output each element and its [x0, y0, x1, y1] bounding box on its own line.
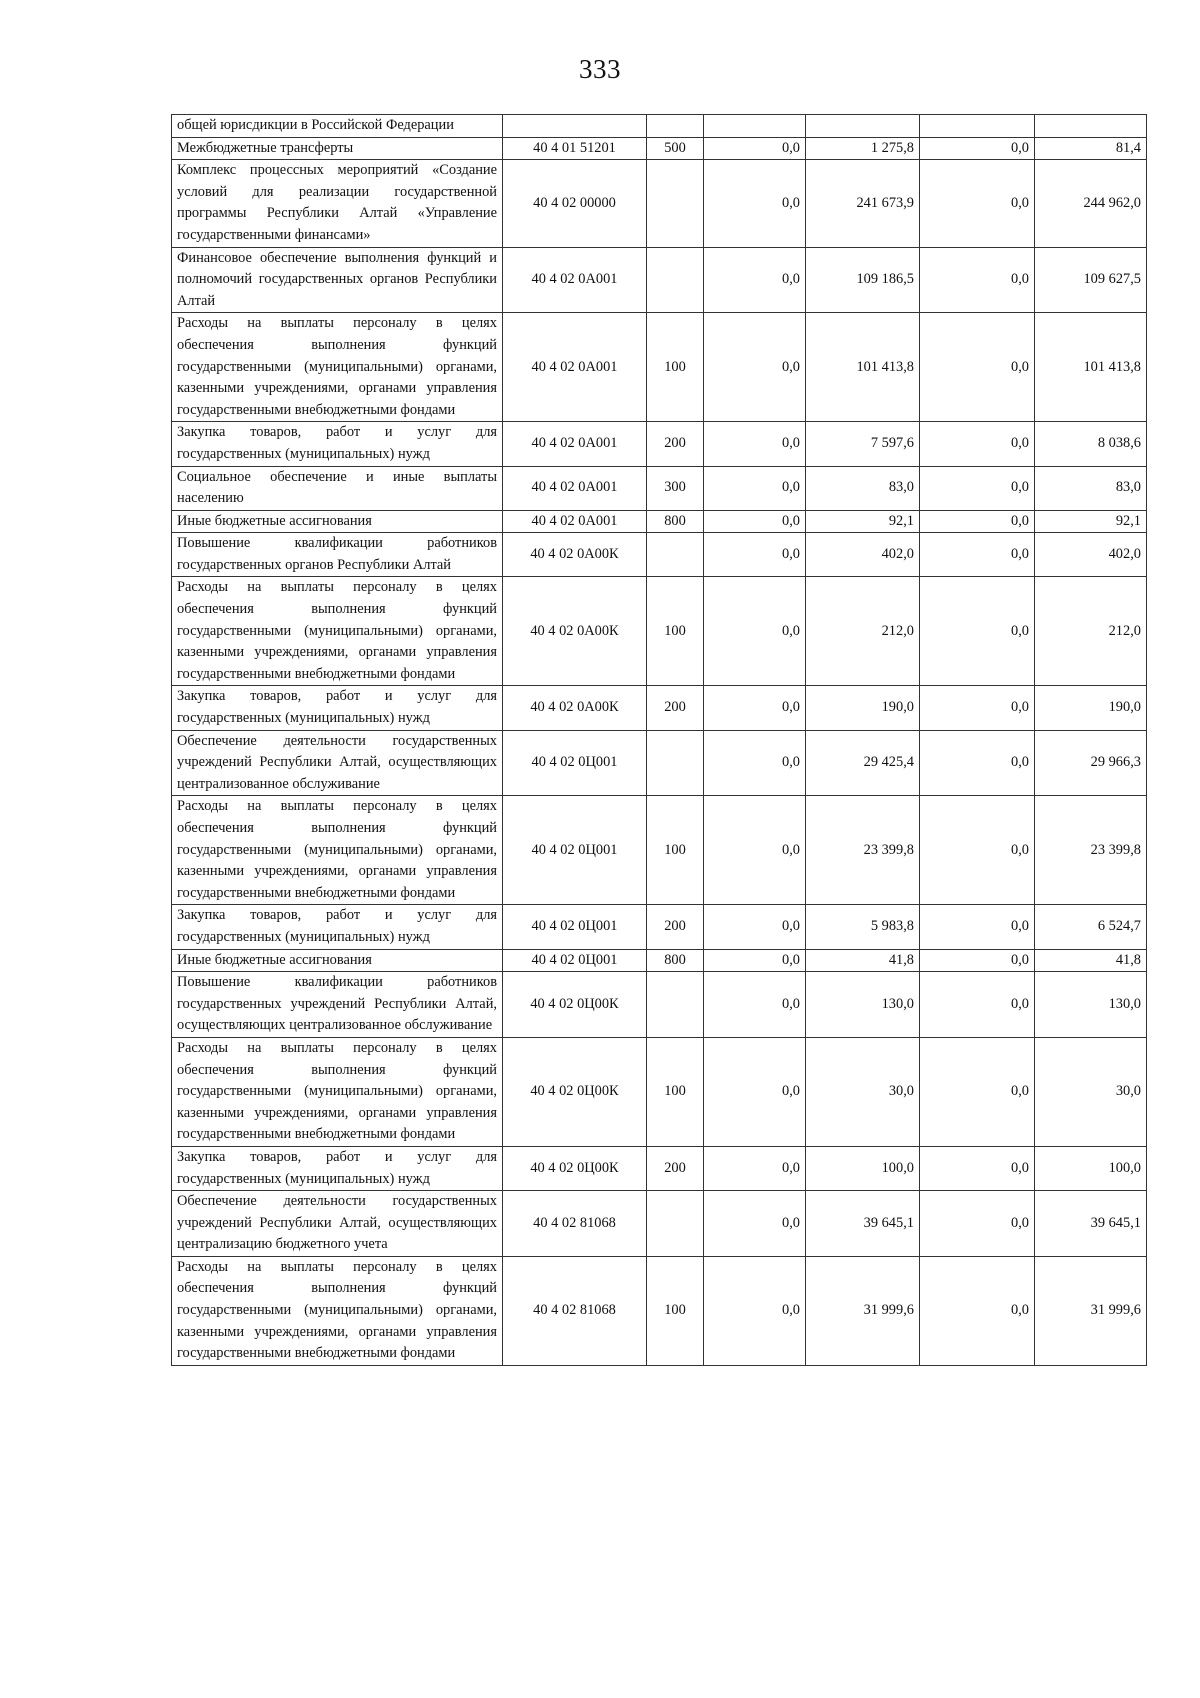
- row-name-cell: Обеспечение деятельности государственных учреждений Республики Алтай, осуществляющих централизацию бюджетного учета: [172, 1191, 503, 1257]
- row-code-cell: 40 4 02 0Ц00К: [503, 972, 647, 1038]
- table-row: [172, 115, 1147, 138]
- table-row: [172, 905, 1147, 949]
- row-expense-type-cell: 200: [647, 1146, 704, 1190]
- row-name-cell: Межбюджетные трансферты: [172, 137, 503, 160]
- row-expense-type-cell: [647, 730, 704, 796]
- row-name-cell: Повышение квалификации работников государственных учреждений Республики Алтай, осуществляющих централизованное обслуживание: [172, 972, 503, 1038]
- row-name-cell: Повышение квалификации работников государственных органов Республики Алтай: [172, 533, 503, 577]
- row-code-cell: 40 4 02 0Ц001: [503, 949, 647, 972]
- row-value-2-cell: 41,8: [806, 949, 920, 972]
- row-value-2-cell: 190,0: [806, 686, 920, 730]
- row-name-cell: Расходы на выплаты персоналу в целях обеспечения выполнения функций государственными (муниципальными) органами, казенными учреждениями, органами управления государственными внебюджетными фондами: [172, 313, 503, 422]
- row-value-4-cell: 190,0: [1035, 686, 1147, 730]
- row-value-4-cell: [1035, 115, 1147, 138]
- row-name-cell: Закупка товаров, работ и услуг для государственных (муниципальных) нужд: [172, 422, 503, 466]
- table-row: [172, 466, 1147, 510]
- row-value-4-cell: 31 999,6: [1035, 1256, 1147, 1365]
- row-value-4-cell: 83,0: [1035, 466, 1147, 510]
- page-number: 333: [579, 54, 621, 84]
- row-expense-type-cell: 200: [647, 422, 704, 466]
- row-value-1-cell: 0,0: [704, 796, 806, 905]
- row-expense-type-cell: [647, 533, 704, 577]
- table-row: [172, 533, 1147, 577]
- row-value-4-cell: 41,8: [1035, 949, 1147, 972]
- table-row: [172, 313, 1147, 422]
- table-row: [172, 686, 1147, 730]
- row-value-3-cell: 0,0: [920, 796, 1035, 905]
- row-expense-type-cell: 200: [647, 905, 704, 949]
- row-value-3-cell: 0,0: [920, 510, 1035, 533]
- row-value-1-cell: 0,0: [704, 533, 806, 577]
- row-value-3-cell: 0,0: [920, 533, 1035, 577]
- row-value-2-cell: 7 597,6: [806, 422, 920, 466]
- row-value-1-cell: 0,0: [704, 1256, 806, 1365]
- row-value-3-cell: 0,0: [920, 247, 1035, 313]
- row-value-3-cell: 0,0: [920, 313, 1035, 422]
- row-value-2-cell: 130,0: [806, 972, 920, 1038]
- row-code-cell: 40 4 02 81068: [503, 1256, 647, 1365]
- row-value-4-cell: 402,0: [1035, 533, 1147, 577]
- row-value-1-cell: 0,0: [704, 466, 806, 510]
- row-code-cell: 40 4 02 0Ц00К: [503, 1037, 647, 1146]
- row-value-1-cell: 0,0: [704, 137, 806, 160]
- row-value-2-cell: [806, 115, 920, 138]
- row-value-4-cell: 130,0: [1035, 972, 1147, 1038]
- row-code-cell: 40 4 02 0А001: [503, 466, 647, 510]
- row-value-3-cell: 0,0: [920, 137, 1035, 160]
- table-row: [172, 160, 1147, 247]
- row-name-cell: Иные бюджетные ассигнования: [172, 949, 503, 972]
- row-value-3-cell: 0,0: [920, 466, 1035, 510]
- row-value-2-cell: 39 645,1: [806, 1191, 920, 1257]
- budget-table: [171, 114, 1147, 1366]
- row-name-cell: Расходы на выплаты персоналу в целях обеспечения выполнения функций государственными (муниципальными) органами, казенными учреждениями, органами управления государственными внебюджетными фондами: [172, 796, 503, 905]
- row-value-2-cell: 23 399,8: [806, 796, 920, 905]
- table-row: [172, 949, 1147, 972]
- row-value-1-cell: 0,0: [704, 1191, 806, 1257]
- table-row: [172, 577, 1147, 686]
- row-expense-type-cell: [647, 972, 704, 1038]
- table-row: [172, 510, 1147, 533]
- row-value-4-cell: 81,4: [1035, 137, 1147, 160]
- row-value-3-cell: 0,0: [920, 949, 1035, 972]
- table-row: [172, 796, 1147, 905]
- row-value-1-cell: 0,0: [704, 949, 806, 972]
- row-value-4-cell: 39 645,1: [1035, 1191, 1147, 1257]
- row-name-cell: Закупка товаров, работ и услуг для государственных (муниципальных) нужд: [172, 686, 503, 730]
- row-code-cell: 40 4 02 81068: [503, 1191, 647, 1257]
- table-row: [172, 972, 1147, 1038]
- row-value-3-cell: 0,0: [920, 1146, 1035, 1190]
- row-name-cell: общей юрисдикции в Российской Федерации: [172, 115, 503, 138]
- row-value-1-cell: 0,0: [704, 577, 806, 686]
- row-value-3-cell: 0,0: [920, 1256, 1035, 1365]
- row-value-2-cell: 30,0: [806, 1037, 920, 1146]
- row-value-1-cell: 0,0: [704, 686, 806, 730]
- row-value-3-cell: 0,0: [920, 1191, 1035, 1257]
- row-value-4-cell: 212,0: [1035, 577, 1147, 686]
- row-value-1-cell: 0,0: [704, 972, 806, 1038]
- row-value-3-cell: 0,0: [920, 577, 1035, 686]
- row-value-2-cell: 83,0: [806, 466, 920, 510]
- row-code-cell: 40 4 02 0Ц001: [503, 796, 647, 905]
- row-code-cell: 40 4 02 0А001: [503, 422, 647, 466]
- row-value-4-cell: 8 038,6: [1035, 422, 1147, 466]
- row-value-1-cell: 0,0: [704, 730, 806, 796]
- table-row: [172, 422, 1147, 466]
- row-value-4-cell: 109 627,5: [1035, 247, 1147, 313]
- row-name-cell: Финансовое обеспечение выполнения функций и полномочий государственных органов Республики Алтай: [172, 247, 503, 313]
- row-value-2-cell: 100,0: [806, 1146, 920, 1190]
- row-value-4-cell: 100,0: [1035, 1146, 1147, 1190]
- row-value-4-cell: 23 399,8: [1035, 796, 1147, 905]
- row-code-cell: 40 4 02 0А001: [503, 510, 647, 533]
- row-value-1-cell: [704, 115, 806, 138]
- table-row: [172, 137, 1147, 160]
- row-name-cell: Закупка товаров, работ и услуг для государственных (муниципальных) нужд: [172, 1146, 503, 1190]
- row-value-1-cell: 0,0: [704, 422, 806, 466]
- row-value-2-cell: 212,0: [806, 577, 920, 686]
- table-row: [172, 1191, 1147, 1257]
- row-expense-type-cell: 100: [647, 1037, 704, 1146]
- row-value-4-cell: 92,1: [1035, 510, 1147, 533]
- row-code-cell: 40 4 02 0А00К: [503, 577, 647, 686]
- row-expense-type-cell: 200: [647, 686, 704, 730]
- row-expense-type-cell: [647, 115, 704, 138]
- table-row: [172, 1256, 1147, 1365]
- row-value-2-cell: 109 186,5: [806, 247, 920, 313]
- table-row: [172, 1146, 1147, 1190]
- row-value-3-cell: 0,0: [920, 730, 1035, 796]
- row-name-cell: Закупка товаров, работ и услуг для государственных (муниципальных) нужд: [172, 905, 503, 949]
- row-value-3-cell: [920, 115, 1035, 138]
- row-value-2-cell: 101 413,8: [806, 313, 920, 422]
- row-expense-type-cell: 100: [647, 313, 704, 422]
- row-value-1-cell: 0,0: [704, 1037, 806, 1146]
- row-value-3-cell: 0,0: [920, 1037, 1035, 1146]
- row-code-cell: [503, 115, 647, 138]
- row-code-cell: 40 4 02 0Ц00К: [503, 1146, 647, 1190]
- row-name-cell: Расходы на выплаты персоналу в целях обеспечения выполнения функций государственными (муниципальными) органами, казенными учреждениями, органами управления государственными внебюджетными фондами: [172, 577, 503, 686]
- row-name-cell: Расходы на выплаты персоналу в целях обеспечения выполнения функций государственными (муниципальными) органами, казенными учреждениями, органами управления государственными внебюджетными фондами: [172, 1037, 503, 1146]
- row-value-3-cell: 0,0: [920, 686, 1035, 730]
- row-expense-type-cell: [647, 1191, 704, 1257]
- row-name-cell: Социальное обеспечение и иные выплаты населению: [172, 466, 503, 510]
- row-value-2-cell: 29 425,4: [806, 730, 920, 796]
- row-value-4-cell: 30,0: [1035, 1037, 1147, 1146]
- table-row: [172, 1037, 1147, 1146]
- row-expense-type-cell: 100: [647, 1256, 704, 1365]
- row-code-cell: 40 4 02 0А00К: [503, 686, 647, 730]
- row-value-1-cell: 0,0: [704, 313, 806, 422]
- row-value-2-cell: 5 983,8: [806, 905, 920, 949]
- row-code-cell: 40 4 02 0Ц001: [503, 905, 647, 949]
- row-expense-type-cell: 100: [647, 796, 704, 905]
- row-expense-type-cell: 100: [647, 577, 704, 686]
- budget-table-body: [172, 115, 1147, 1366]
- row-value-1-cell: 0,0: [704, 905, 806, 949]
- row-value-2-cell: 241 673,9: [806, 160, 920, 247]
- row-value-1-cell: 0,0: [704, 160, 806, 247]
- row-value-1-cell: 0,0: [704, 510, 806, 533]
- row-name-cell: Комплекс процессных мероприятий «Создание условий для реализации государственной программы Республики Алтай «Управление государственными финансами»: [172, 160, 503, 247]
- table-row: [172, 247, 1147, 313]
- row-value-3-cell: 0,0: [920, 905, 1035, 949]
- row-value-3-cell: 0,0: [920, 160, 1035, 247]
- row-value-4-cell: 29 966,3: [1035, 730, 1147, 796]
- row-expense-type-cell: 500: [647, 137, 704, 160]
- row-expense-type-cell: [647, 247, 704, 313]
- row-expense-type-cell: 800: [647, 510, 704, 533]
- row-value-4-cell: 6 524,7: [1035, 905, 1147, 949]
- row-expense-type-cell: 300: [647, 466, 704, 510]
- row-expense-type-cell: [647, 160, 704, 247]
- row-value-3-cell: 0,0: [920, 972, 1035, 1038]
- row-name-cell: Иные бюджетные ассигнования: [172, 510, 503, 533]
- row-code-cell: 40 4 02 0Ц001: [503, 730, 647, 796]
- row-value-2-cell: 1 275,8: [806, 137, 920, 160]
- row-value-2-cell: 402,0: [806, 533, 920, 577]
- row-value-2-cell: 92,1: [806, 510, 920, 533]
- row-value-4-cell: 101 413,8: [1035, 313, 1147, 422]
- row-code-cell: 40 4 01 51201: [503, 137, 647, 160]
- row-code-cell: 40 4 02 0А001: [503, 313, 647, 422]
- row-value-3-cell: 0,0: [920, 422, 1035, 466]
- row-name-cell: Расходы на выплаты персоналу в целях обеспечения выполнения функций государственными (муниципальными) органами, казенными учреждениями, органами управления государственными внебюджетными фондами: [172, 1256, 503, 1365]
- row-value-1-cell: 0,0: [704, 247, 806, 313]
- row-code-cell: 40 4 02 00000: [503, 160, 647, 247]
- table-row: [172, 730, 1147, 796]
- row-value-1-cell: 0,0: [704, 1146, 806, 1190]
- row-code-cell: 40 4 02 0А001: [503, 247, 647, 313]
- row-name-cell: Обеспечение деятельности государственных учреждений Республики Алтай, осуществляющих централизованное обслуживание: [172, 730, 503, 796]
- row-expense-type-cell: 800: [647, 949, 704, 972]
- row-value-4-cell: 244 962,0: [1035, 160, 1147, 247]
- row-code-cell: 40 4 02 0А00К: [503, 533, 647, 577]
- row-value-2-cell: 31 999,6: [806, 1256, 920, 1365]
